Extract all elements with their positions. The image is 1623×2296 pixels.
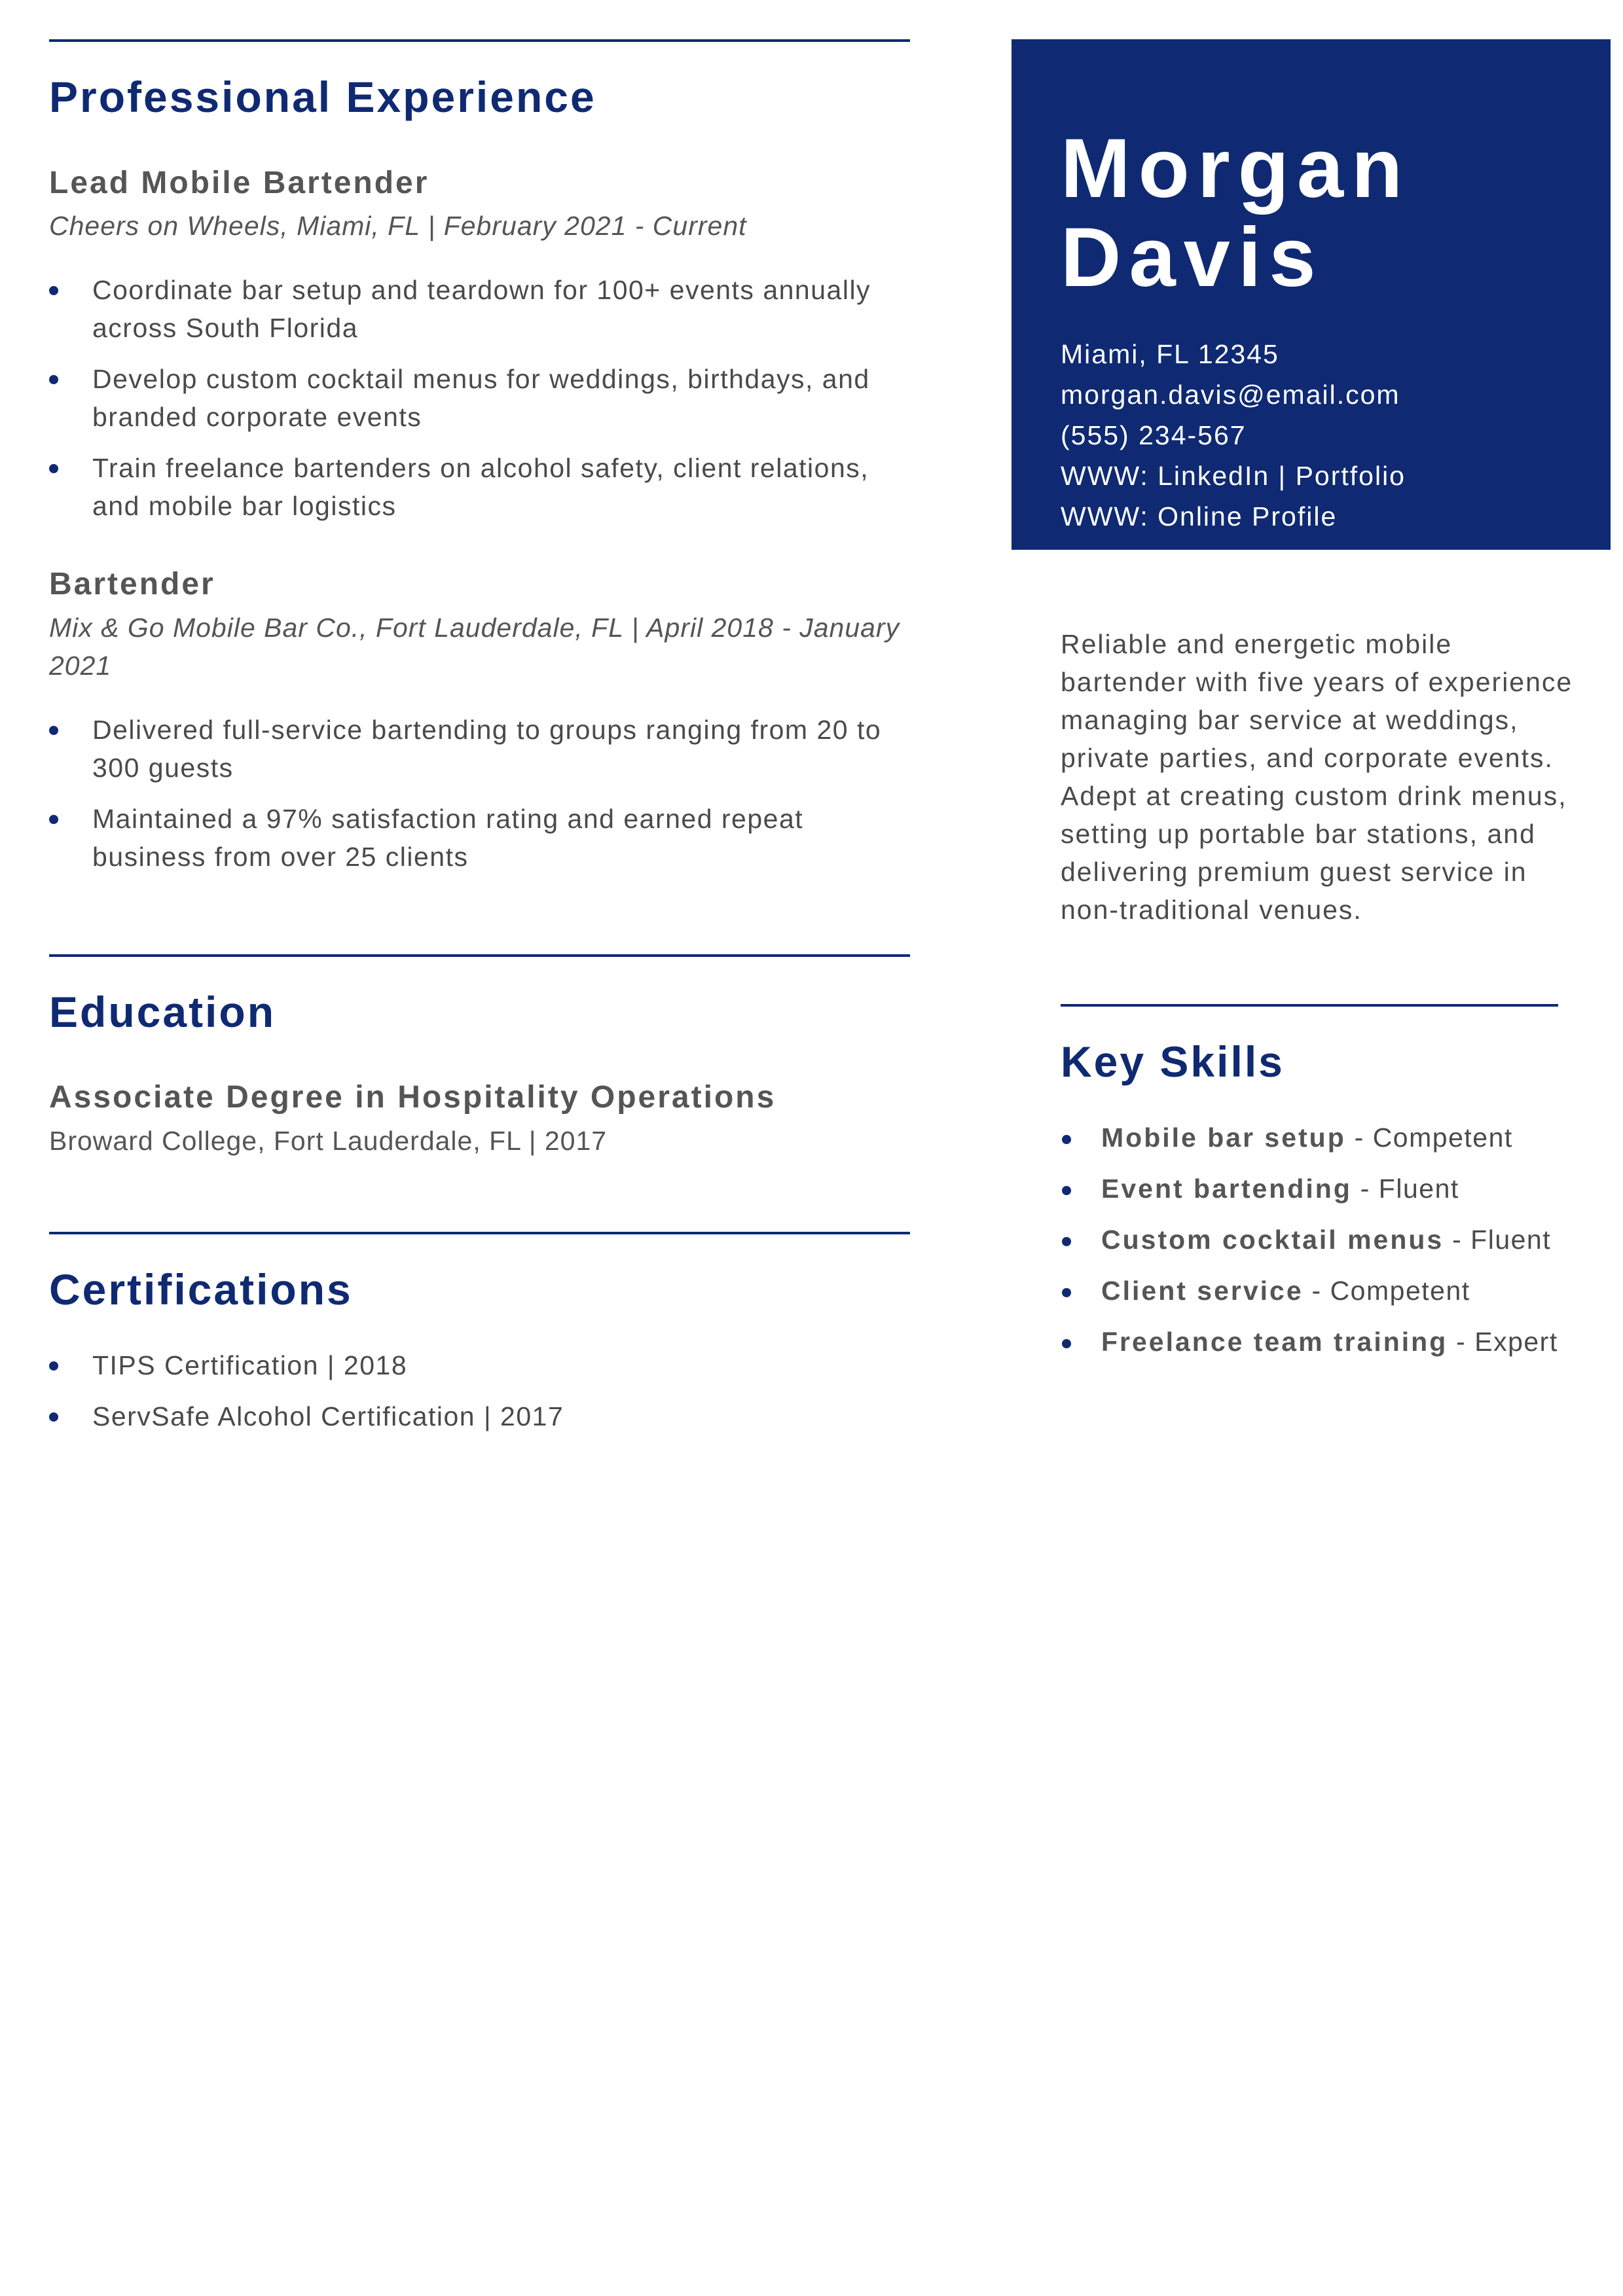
bullet-icon [49, 815, 58, 824]
job-title: Bartender [49, 567, 215, 602]
certifications-heading: Certifications [49, 1265, 353, 1314]
job-meta [49, 609, 900, 685]
list-item: Delivered full-service bartending to groups ranging from 20 to 300 guests [49, 711, 910, 787]
bullet-icon [49, 1361, 58, 1371]
contact-email: morgan.davis@email.com [1061, 380, 1400, 410]
name-header [1012, 39, 1611, 550]
education-school: Broward College, Fort Lauderdale, FL | 2017 [49, 1125, 608, 1156]
job-title: Lead Mobile Bartender [49, 165, 429, 200]
bullet-icon [1062, 1186, 1071, 1195]
list-item: Event bartending - Fluent [1061, 1170, 1558, 1208]
experience-section [49, 39, 910, 876]
list-item: Custom cocktail menus - Fluent [1061, 1221, 1558, 1259]
bullet-icon [1062, 1237, 1071, 1246]
list-item: Maintained a 97% satisfaction rating and earned repeat business from over 25 clients [49, 800, 910, 876]
list-item: ServSafe Alcohol Certification | 2017 [49, 1397, 910, 1435]
list-item: Coordinate bar setup and teardown for 100+ events annually across South Florida [49, 271, 910, 347]
bullet-icon [1062, 1135, 1071, 1144]
list-item: Train freelance bartenders on alcohol safety, client relations, and mobile bar logistics [49, 449, 910, 525]
certifications-list [49, 1346, 910, 1435]
contact-info [1061, 334, 1611, 537]
experience-heading: Professional Experience [49, 73, 596, 121]
bullet-icon [49, 286, 58, 295]
job-bullets [49, 711, 910, 876]
right-column [1012, 39, 1611, 1361]
bullet-icon [1062, 1288, 1071, 1297]
job-company: Mix & Go Mobile Bar Co. [49, 612, 360, 643]
section-divider [49, 39, 910, 42]
skills-heading: Key Skills [1061, 1037, 1285, 1086]
section-divider [1061, 1004, 1558, 1007]
candidate-name: Morgan Davis [1061, 122, 1411, 304]
job-entry [49, 565, 910, 876]
job-details: , Fort Lauderdale, FL | April 2018 - January 2021 [49, 612, 900, 681]
bullet-icon [49, 375, 58, 384]
bullet-icon [49, 464, 58, 473]
section-divider [49, 954, 910, 957]
list-item: Client service - Competent [1061, 1272, 1558, 1310]
left-column [49, 39, 910, 1435]
education-section [49, 954, 910, 1160]
contact-links[interactable]: WWW: LinkedIn | Portfolio [1061, 461, 1406, 491]
education-heading: Education [49, 987, 276, 1036]
skills-list [1061, 1119, 1558, 1361]
contact-address: Miami, FL 12345 [1061, 339, 1279, 369]
skills-section [1061, 1004, 1558, 1361]
summary-text: Reliable and energetic mobile bartender with five years of experience managing bar service at weddings, private parties, and corporate events. Adept at creating custom drink menus, setting up portable bar stations, and delivering premium guest service in non-traditional venues. [1061, 629, 1573, 925]
job-meta [49, 207, 910, 245]
education-degree: Associate Degree in Hospitality Operations [49, 1080, 776, 1115]
bullet-icon [1062, 1339, 1071, 1348]
list-item: Freelance team training - Expert [1061, 1323, 1558, 1361]
job-company: Cheers on Wheels [49, 211, 281, 242]
list-item: TIPS Certification | 2018 [49, 1346, 910, 1384]
job-entry [49, 164, 910, 526]
list-item: Develop custom cocktail menus for weddings, birthdays, and branded corporate events [49, 360, 910, 436]
section-divider [49, 1232, 910, 1234]
bullet-icon [49, 1412, 58, 1422]
contact-profile[interactable]: WWW: Online Profile [1061, 501, 1338, 531]
bullet-icon [49, 726, 58, 735]
job-details: , Miami, FL | February 2021 - Current [280, 211, 747, 242]
list-item: Mobile bar setup - Competent [1061, 1119, 1558, 1157]
job-bullets [49, 271, 910, 525]
certifications-section [49, 1232, 910, 1435]
contact-phone: (555) 234-567 [1061, 420, 1247, 450]
